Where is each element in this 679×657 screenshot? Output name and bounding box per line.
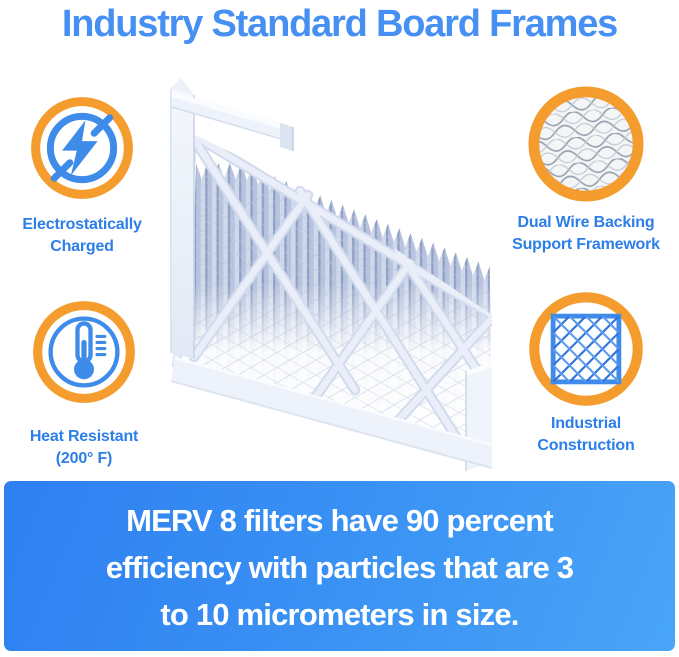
feature-label: Dual Wire Backing Support Framework	[512, 214, 660, 253]
lightning-icon	[30, 96, 134, 200]
banner-text-line: efficiency with particles that are 3	[105, 549, 574, 585]
feature-label: Electrostatically Charged	[22, 216, 142, 255]
feature-dual-wire-backing	[499, 85, 673, 256]
banner-text-line: to 10 micrometers in size.	[160, 596, 519, 632]
wire-mesh-icon	[527, 85, 645, 203]
pleated-air-filter-image	[160, 75, 500, 475]
banner-text-line: MERV 8 filters have 90 percent	[126, 502, 553, 538]
feature-industrial-construction	[499, 291, 673, 457]
feature-heat-resistant	[0, 300, 168, 470]
thermometer-icon	[32, 300, 136, 404]
feature-electrostatically-charged	[0, 96, 164, 258]
merv-info-banner	[4, 481, 675, 651]
feature-label: Heat Resistant (200° F)	[29, 428, 139, 467]
diamond-lattice-icon	[528, 291, 644, 407]
feature-label: Industrial Construction	[537, 415, 635, 454]
page-title: Industry Standard Board Frames	[61, 2, 618, 45]
